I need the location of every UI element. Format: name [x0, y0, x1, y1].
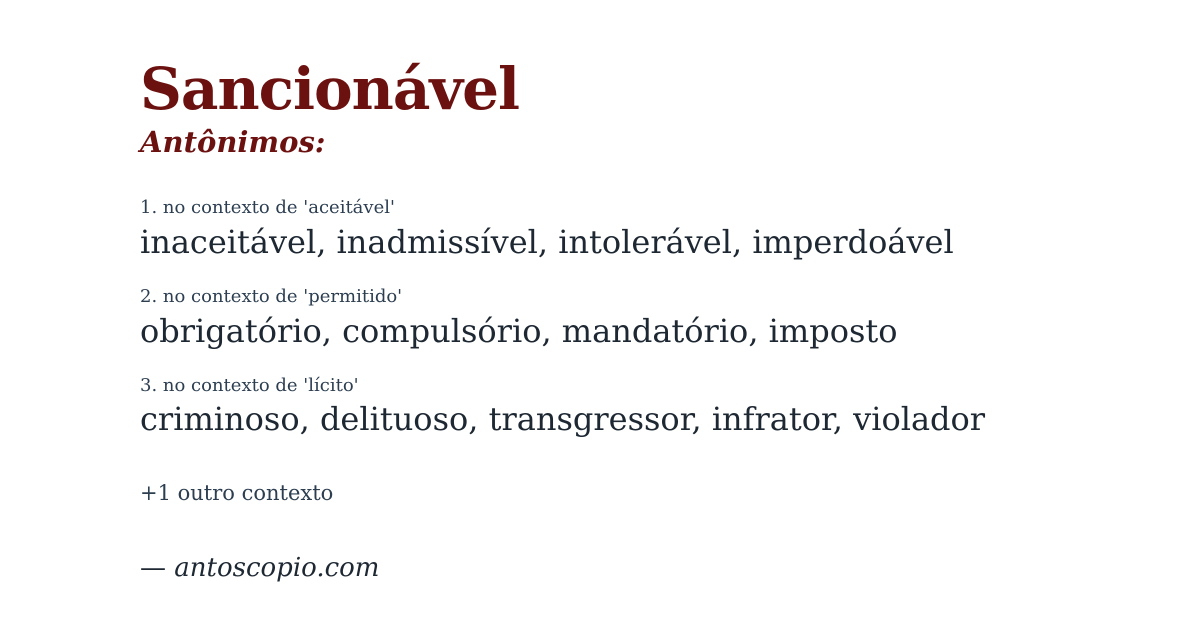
- context-words: inaceitável, inadmissível, intolerável, imperdoável: [140, 223, 954, 262]
- page-title: Sancionável: [140, 55, 520, 123]
- context-words: criminoso, delituoso, transgressor, infrator, violador: [140, 400, 986, 439]
- context-label: 2. no contexto de 'permitido': [140, 286, 403, 308]
- source-site-name: antoscopio.com: [174, 553, 380, 584]
- antonyms-heading: Antônimos:: [140, 124, 326, 159]
- context-section-2: [140, 286, 1140, 351]
- context-words: obrigatório, compulsório, mandatório, imposto: [140, 311, 898, 350]
- contexts-list: [140, 197, 1140, 439]
- attribution-dash: —: [140, 553, 166, 584]
- source-attribution: [140, 552, 1140, 585]
- more-contexts-link[interactable]: +1 outro contexto: [140, 481, 334, 506]
- context-label: 1. no contexto de 'aceitável': [140, 197, 395, 219]
- context-section-1: [140, 197, 1140, 262]
- context-section-3: [140, 375, 1140, 440]
- context-label: 3. no contexto de 'lícito': [140, 374, 359, 396]
